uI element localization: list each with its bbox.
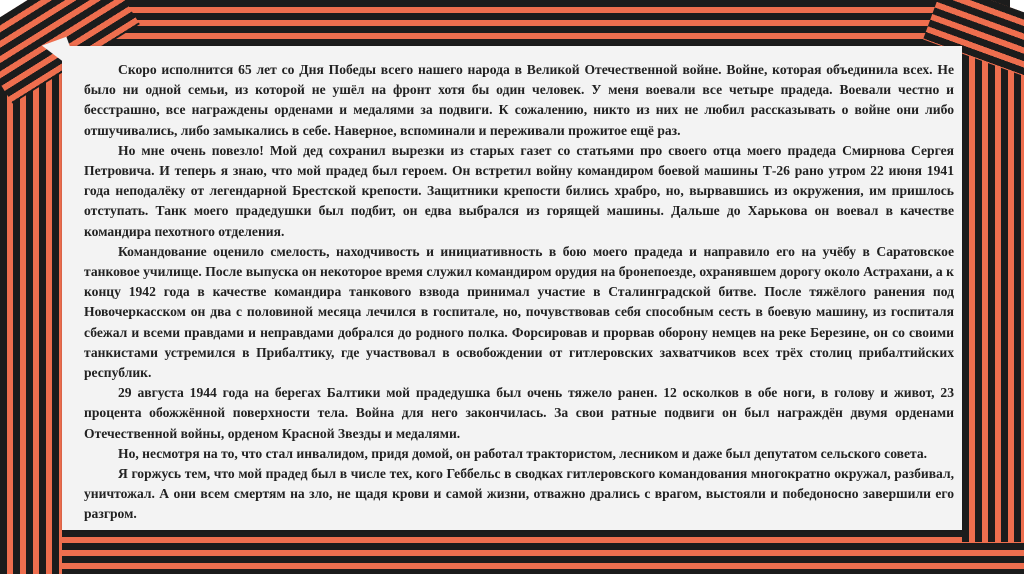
- st-george-ribbon-top: [100, 0, 1010, 46]
- paragraph: Но, несмотря на то, что стал инвалидом, придя домой, он работал трактористом, лесником и даже был депутатом сельского совета.: [118, 445, 928, 461]
- paragraph: Я горжусь тем, что мой прадед был в числе тех, кого Геббельс в сводках гитлеровского командования многократно окружал, разбивал, уничтожал. А они всем смертям на зло, не щадя крови и самой жизни, отважно дрались с врагом, выстояли и победоносно завершили его разгром.: [84, 466, 954, 522]
- essay-text: [84, 60, 954, 525]
- st-george-ribbon-left: [0, 30, 62, 574]
- st-george-ribbon-bottom: [40, 530, 1024, 574]
- paragraph: Командование оценило смелость, находчивость и инициативность в бою моего прадеда и направило его на учёбу в Саратовское танковое училище. После выпуска он некоторое время служил командиром орудия на бронепоезде, охранявшем дорогу около Астрахани, а к концу 1942 года в качестве командира танкового взвода принимал участие в Сталинградской битве. После тяжёлого ранения под Новочеркасском он два с половиной месяца лечился в госпитале, но, почувствовав себя способным сесть в боевую машину, из госпиталя сбежал и всеми правдами и неправдами добрался до родного полка. Форсировав и прорвав оборону немцев на реке Березине, он со своими танкистами устремился в Прибалтику, где участвовал в освобождении от гитлеровских захватчиков всех трёх столиц прибалтийских республик.: [84, 243, 954, 381]
- st-george-ribbon-right: [962, 30, 1024, 542]
- paragraph: 29 августа 1944 года на берегах Балтики мой прадедушка был очень тяжело ранен. 12 осколков в обе ноги, в голову и живот, 23 процента обожжённой поверхности тела. Война для него закончилась. За свои ратные подвиги он был награждён двумя орденами Отечественной войны, орденом Красной Звезды и медалями.: [84, 385, 954, 441]
- paragraph: Но мне очень повезло! Мой дед сохранил вырезки из старых газет со статьями про своего отца моего прадеда Смирнова Сергея Петровича. И теперь я знаю, что мой прадед был героем. Он встретил войну командиром боевой машины Т-26 рано утром 22 июня 1941 года неподалёку от легендарной Брестской крепости. Защитники крепости бились храбро, но, вырвавшись из окружения, им пришлось отступать. Танк моего прадедушки был подбит, он едва выбрался из горящей машины. Дальше до Харькова он воевал в качестве командира пехотного отделения.: [84, 142, 954, 239]
- paragraph: Скоро исполнится 65 лет со Дня Победы всего нашего народа в Великой Отечественной войне. Войне, которая объединила всех. Не было ни одной семьи, из которой не ушёл на фронт хотя бы один человек. У меня воевали все четыре прадеда. Воевали честно и бесстрашно, все награждены орденами и медалями за подвиги. К сожалению, никто из них не любил рассказывать о войне они либо отшучивались, либо замыкались в себе. Наверное, вспоминали и переживали прожитое ещё раз.: [84, 62, 954, 138]
